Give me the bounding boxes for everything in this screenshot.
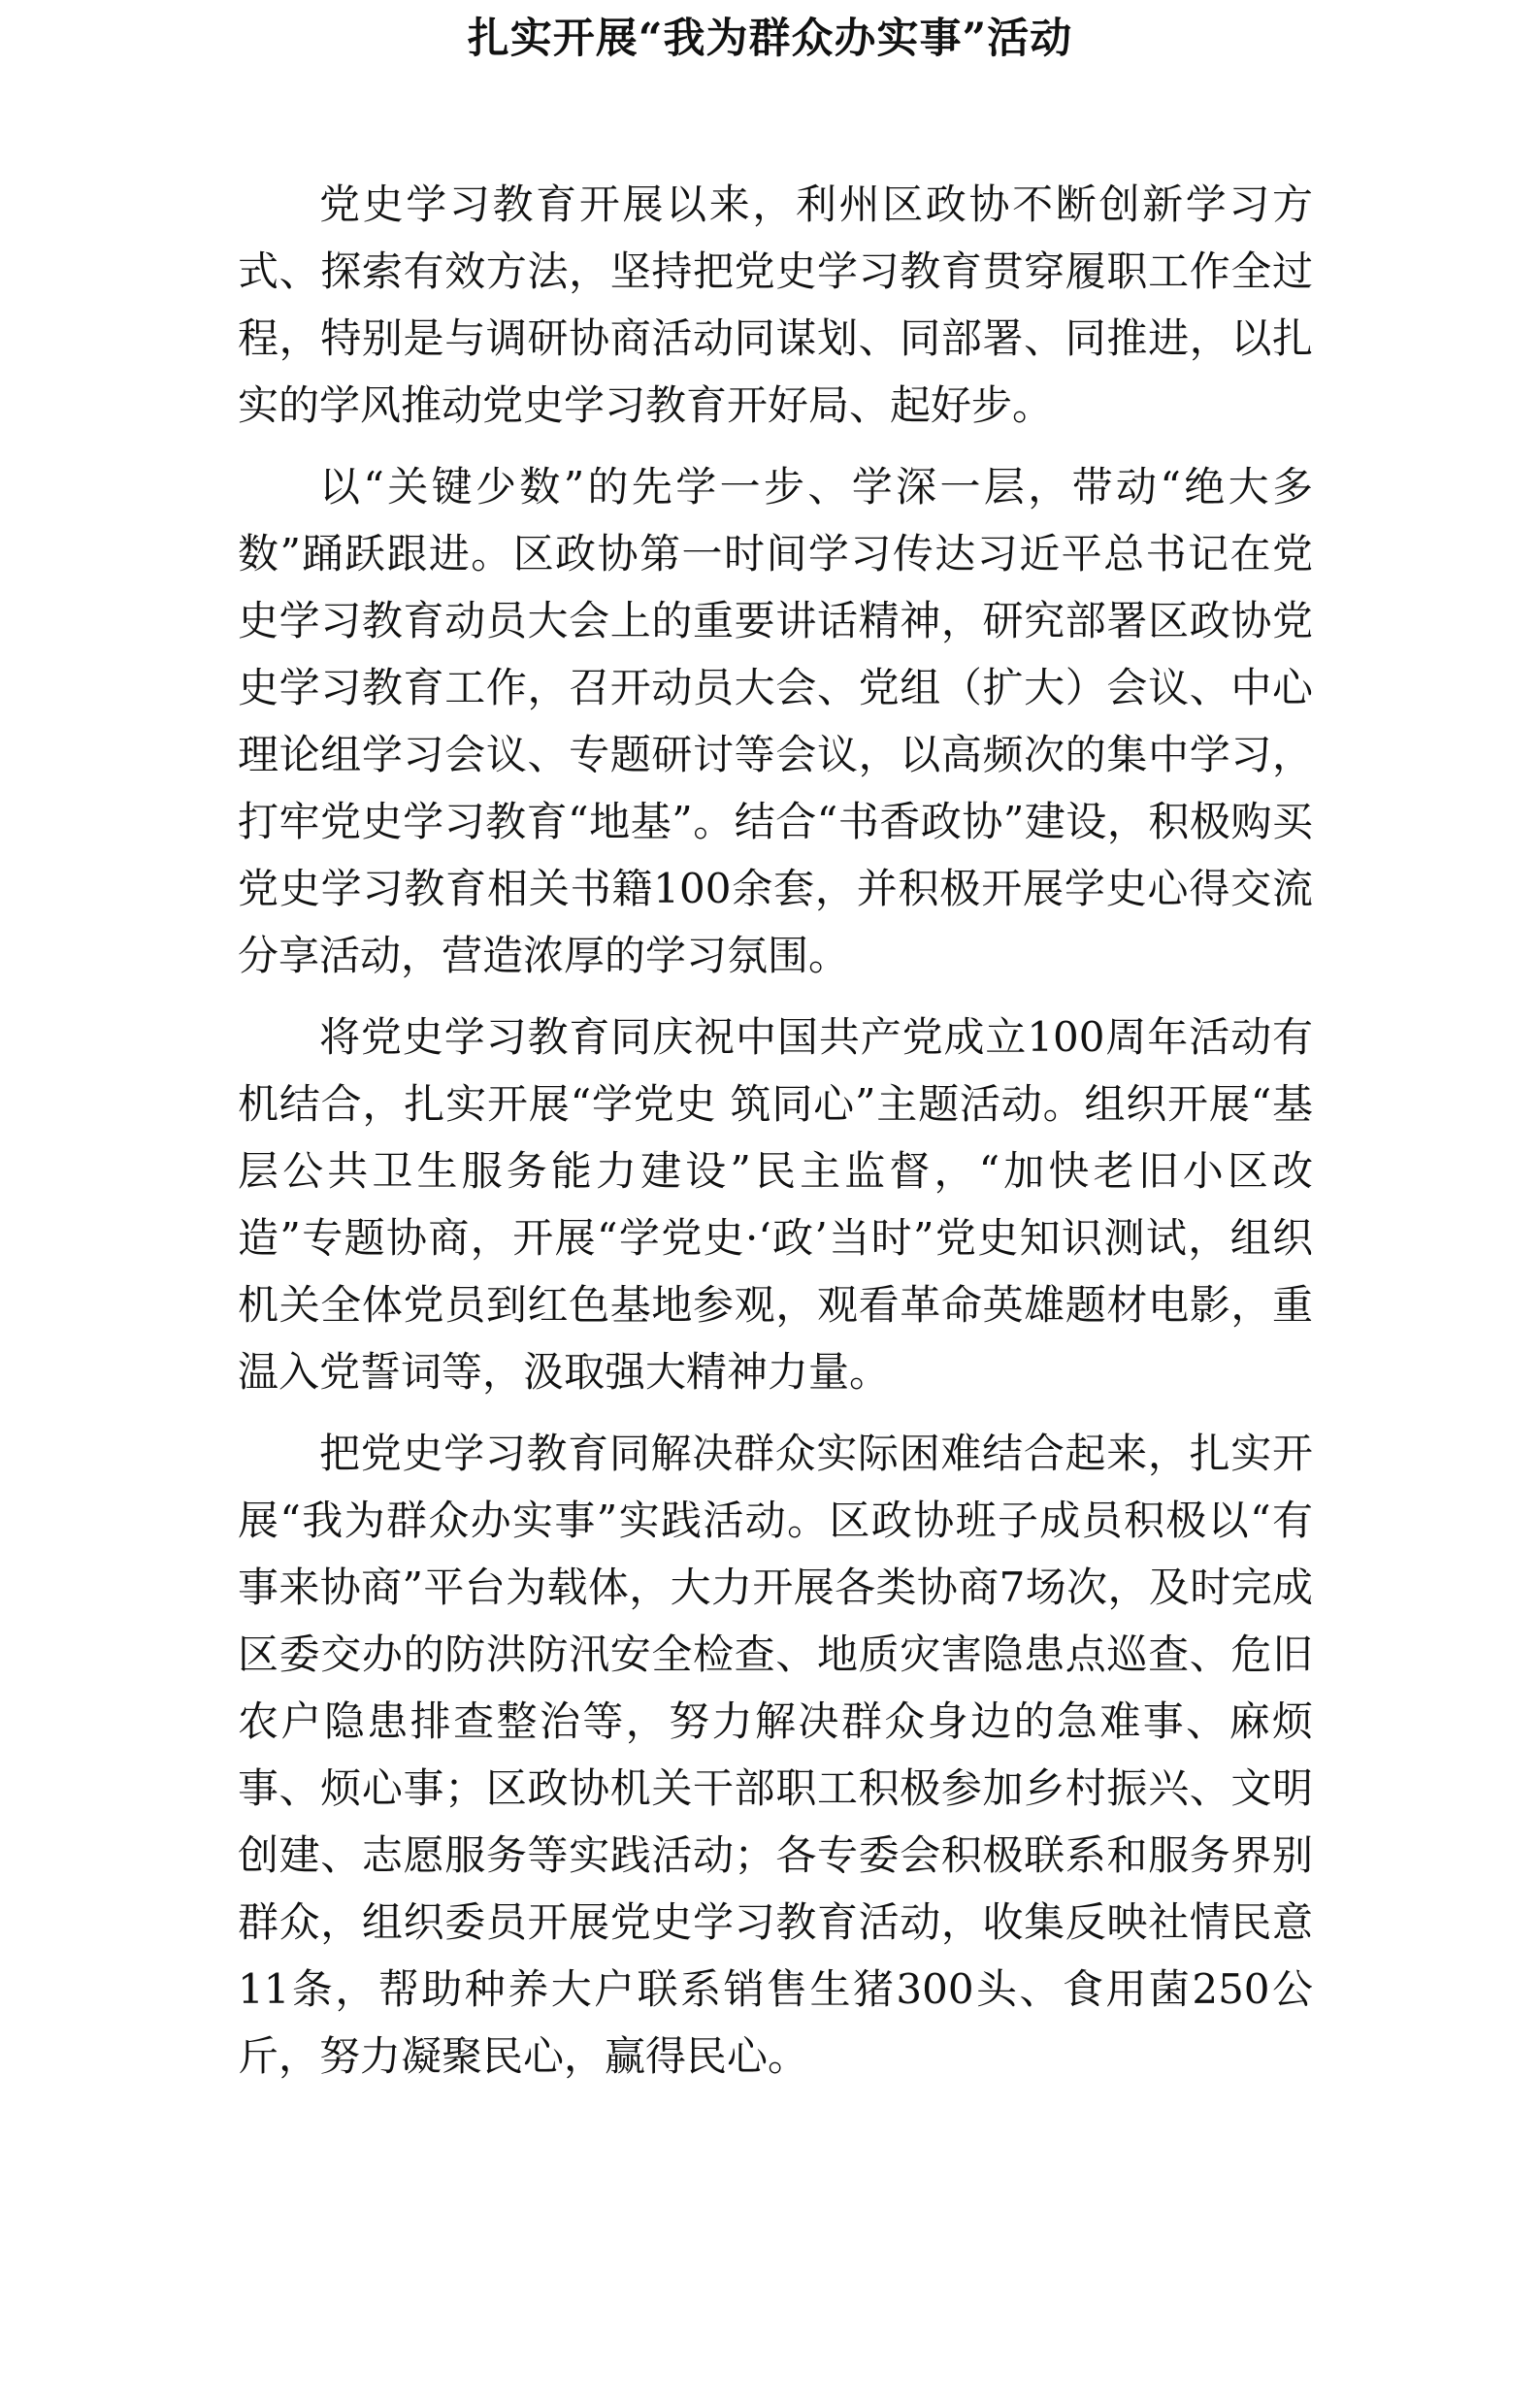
paragraph-3: 将党史学习教育同庆祝中国共产党成立100周年活动有机结合，扎实开展“学党史 筑同心”主题活动。组织开展“基层公共卫生服务能力建设”民主监督，“加快老旧小区改造”专题协商，开展“学党史·‘政’当时”党史知识测试，组织机关全体党员到红色基地参观，观看革命英雄题材电影，重温入党誓词等，汲取强大精神力量。 bbox=[238, 1013, 1313, 1396]
paragraph-1: 党史学习教育开展以来，利州区政协不断创新学习方式、探索有效方法，坚持把党史学习教育贯穿履职工作全过程，特别是与调研协商活动同谋划、同部署、同推进，以扎实的学风推动党史学习教育开好局、起好步。 bbox=[238, 181, 1313, 429]
page-title: 扎实开展“我为群众办实事”活动 bbox=[467, 15, 1073, 63]
paragraph-2: 以“关键少数”的先学一步、学深一层，带动“绝大多数”踊跃跟进。区政协第一时间学习传达习近平总书记在党史学习教育动员大会上的重要讲话精神，研究部署区政协党史学习教育工作，召开动员大会、党组（扩大）会议、中心理论组学习会议、专题研讨等会议，以高频次的集中学习，打牢党史学习教育“地基”。结合“书香政协”建设，积极购买党史学习教育相关书籍100余套，并积极开展学史心得交流分享活动，营造浓厚的学习氛围。 bbox=[238, 463, 1313, 979]
article-body bbox=[238, 171, 1313, 2090]
paragraph-4: 把党史学习教育同解决群众实际困难结合起来，扎实开展“我为群众办实事”实践活动。区政协班子成员积极以“有事来协商”平台为载体，大力开展各类协商7场次，及时完成区委交办的防洪防汛安全检查、地质灾害隐患点巡查、危旧农户隐患排查整治等，努力解决群众身边的急难事、麻烦事、烦心事；区政协机关干部职工积极参加乡村振兴、文明创建、志愿服务等实践活动；各专委会积极联系和服务界别群众，组织委员开展党史学习教育活动，收集反映社情民意11条，帮助种养大户联系销售生猪300头、食用菌250公斤，努力凝聚民心，赢得民心。 bbox=[238, 1430, 1313, 2080]
